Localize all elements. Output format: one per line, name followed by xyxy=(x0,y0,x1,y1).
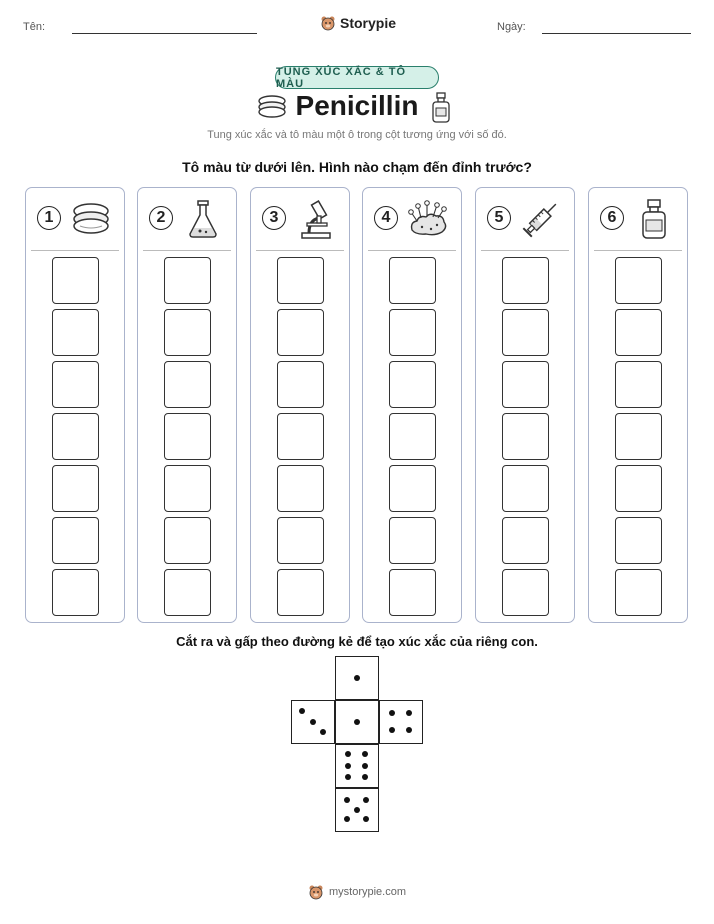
dice-pip xyxy=(362,751,368,757)
color-cell[interactable] xyxy=(277,309,324,356)
vial-icon xyxy=(431,92,451,124)
color-cell[interactable] xyxy=(52,569,99,616)
dice-pip xyxy=(344,816,350,822)
color-cell[interactable] xyxy=(615,517,662,564)
color-cell[interactable] xyxy=(389,309,436,356)
color-cell[interactable] xyxy=(277,257,324,304)
dice-column-6 xyxy=(588,187,688,623)
column-divider xyxy=(368,250,456,251)
dice-pip xyxy=(406,710,412,716)
dice-column-3 xyxy=(250,187,350,623)
flask-icon xyxy=(182,198,224,240)
column-number: 6 xyxy=(600,206,624,230)
color-cell[interactable] xyxy=(52,413,99,460)
color-cell[interactable] xyxy=(615,465,662,512)
syringe-icon xyxy=(520,198,562,240)
brand-logo xyxy=(320,13,400,33)
date-label: Ngày: xyxy=(497,21,526,33)
dice-pip xyxy=(354,719,360,725)
color-cell[interactable] xyxy=(164,569,211,616)
microscope-icon xyxy=(295,198,337,240)
dice-pip xyxy=(354,675,360,681)
column-divider xyxy=(143,250,231,251)
color-cell[interactable] xyxy=(52,361,99,408)
question-text: Tô màu từ dưới lên. Hình nào chạm đến đỉnh trước? xyxy=(182,159,532,175)
petri-dish-icon xyxy=(70,198,112,240)
color-cell[interactable] xyxy=(164,361,211,408)
dice-column-5 xyxy=(475,187,575,623)
column-divider xyxy=(256,250,344,251)
cut-instruction: Cắt ra và gấp theo đường kẻ để tạo xúc xắc của riêng con. xyxy=(176,634,538,649)
color-cell[interactable] xyxy=(389,413,436,460)
dice-pip xyxy=(362,763,368,769)
dice-column-1 xyxy=(25,187,125,623)
color-cell[interactable] xyxy=(164,517,211,564)
color-cell[interactable] xyxy=(502,413,549,460)
vial-icon xyxy=(633,198,675,240)
dice-pip xyxy=(345,763,351,769)
dice-pip xyxy=(363,797,369,803)
dice-pip xyxy=(389,727,395,733)
color-cell[interactable] xyxy=(502,257,549,304)
color-cell[interactable] xyxy=(277,569,324,616)
column-number: 5 xyxy=(487,206,511,230)
column-number: 2 xyxy=(149,206,173,230)
color-cell[interactable] xyxy=(277,361,324,408)
color-cell[interactable] xyxy=(164,309,211,356)
color-cell[interactable] xyxy=(52,257,99,304)
name-label: Tên: xyxy=(23,21,46,33)
dice-face-1 xyxy=(335,656,379,700)
dice-pip xyxy=(362,774,368,780)
name-line xyxy=(72,33,257,34)
color-cell[interactable] xyxy=(615,361,662,408)
color-cell[interactable] xyxy=(615,413,662,460)
page-title: Penicillin xyxy=(295,90,419,121)
instructions-text: Tung xúc xắc và tô màu một ô trong cột tương ứng với số đó. xyxy=(207,129,507,141)
activity-tag: TUNG XÚC XẮC & TÔ MÀU xyxy=(275,66,439,89)
dice-pip xyxy=(299,708,305,714)
color-cell[interactable] xyxy=(389,569,436,616)
dice-pip xyxy=(310,719,316,725)
color-cell[interactable] xyxy=(502,517,549,564)
dice-pip xyxy=(344,797,350,803)
dice-face-4 xyxy=(379,700,423,744)
color-cell[interactable] xyxy=(502,309,549,356)
color-cell[interactable] xyxy=(502,465,549,512)
mold-icon xyxy=(407,198,449,240)
color-cell[interactable] xyxy=(164,413,211,460)
color-cell[interactable] xyxy=(389,517,436,564)
dice-pip xyxy=(406,727,412,733)
column-divider xyxy=(594,250,682,251)
color-cell[interactable] xyxy=(389,257,436,304)
color-cell[interactable] xyxy=(277,413,324,460)
color-cell[interactable] xyxy=(277,517,324,564)
dice-column-2 xyxy=(137,187,237,623)
column-number: 1 xyxy=(37,206,61,230)
column-divider xyxy=(31,250,119,251)
column-divider xyxy=(481,250,569,251)
color-cell[interactable] xyxy=(615,309,662,356)
bear-icon xyxy=(320,15,336,31)
color-cell[interactable] xyxy=(164,257,211,304)
color-cell[interactable] xyxy=(389,361,436,408)
dice-pip xyxy=(389,710,395,716)
dice-pip xyxy=(363,816,369,822)
brand-name: Storypie xyxy=(340,15,397,31)
footer-url: mystorypie.com xyxy=(328,886,407,898)
color-cell[interactable] xyxy=(502,361,549,408)
dice-face-1 xyxy=(335,700,379,744)
dice-pip xyxy=(345,774,351,780)
date-line xyxy=(542,33,691,34)
color-cell[interactable] xyxy=(52,309,99,356)
dice-column-4 xyxy=(362,187,462,623)
footer xyxy=(0,884,714,900)
column-number: 3 xyxy=(262,206,286,230)
color-cell[interactable] xyxy=(615,569,662,616)
dice-pip xyxy=(345,751,351,757)
dice-pip xyxy=(354,807,360,813)
color-cell[interactable] xyxy=(52,517,99,564)
column-number: 4 xyxy=(374,206,398,230)
dice-face-5 xyxy=(335,788,379,832)
dice-pip xyxy=(320,729,326,735)
color-cell[interactable] xyxy=(502,569,549,616)
dice-face-6 xyxy=(335,744,379,788)
color-cell[interactable] xyxy=(615,257,662,304)
color-cell[interactable] xyxy=(389,465,436,512)
color-cell[interactable] xyxy=(277,465,324,512)
color-cell[interactable] xyxy=(52,465,99,512)
dice-face-3 xyxy=(291,700,335,744)
color-cell[interactable] xyxy=(164,465,211,512)
bear-icon xyxy=(308,884,324,900)
